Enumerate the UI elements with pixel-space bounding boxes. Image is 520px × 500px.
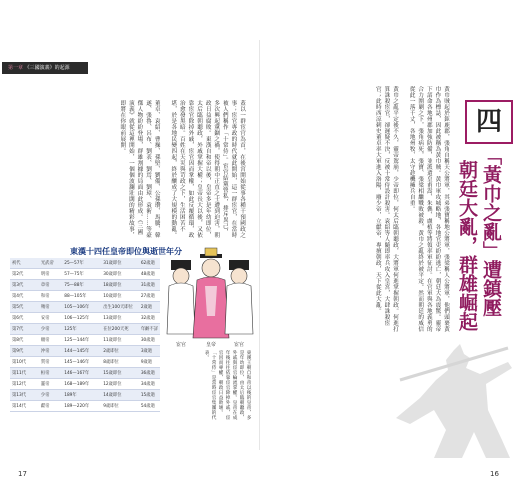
table-cell: 145—146年 bbox=[62, 357, 101, 368]
figure-label-1: 宦官 bbox=[175, 342, 187, 348]
table-cell: 2歲即位 bbox=[101, 346, 139, 357]
table-row bbox=[10, 335, 160, 346]
table-row bbox=[10, 302, 160, 313]
table-title: 東漢十四任皇帝即位與逝世年分 bbox=[70, 247, 182, 256]
table-cell: 和帝 bbox=[39, 291, 62, 302]
table-cell: 146—167年 bbox=[62, 368, 101, 379]
right-body-text: 黃巾賊起於鉅鹿郡，張角自稱天公將軍，其弟張寶稱地公將軍，張梁稱人公將軍，他們頭裹黃巾作為標誌，因此被稱為黃巾賊。黃巾軍攻城略地，各地官吏紛紛逃亡，朝廷大為震驚。靈帝下詔命各地州郡加強防備，並派遣皇甫嵩、朱儁、盧植等將領率軍征討。在官軍與各地義勇的合力圍剿之下，張角病死，張寶、張梁相繼戰敗被殺，黃巾之亂終於被平定。然而朝廷的威信從此一落千丈，各地州牧、太守趁機擁兵自重。 黃巾之亂平定後不久，靈帝駕崩，少帝即位，何太后臨朝聽政，大將軍何進掌握朝政。何進打算誅殺宦官，卻遲疑不決，反被十常侍設計殺害。袁紹等人隨即率兵攻入皇宮，大肆誅殺宦官；此時西涼刺史董卓率大軍進入洛陽，廢少帝，立獻帝，專擅朝政，天下從此大亂。 bbox=[374, 86, 449, 332]
table-cell: 質帝 bbox=[39, 357, 62, 368]
table-row bbox=[10, 324, 160, 335]
table-cell: 27歲逝 bbox=[139, 291, 160, 302]
table-cell: 靈帝 bbox=[39, 379, 62, 390]
page-number-left: 17 bbox=[18, 470, 27, 478]
chapter-tab bbox=[2, 62, 88, 74]
section-number-badge: 四 bbox=[465, 100, 513, 144]
table-cell: 34歲逝 bbox=[139, 379, 160, 390]
table-cell: 3歲逝 bbox=[139, 346, 160, 357]
table-cell: 9歲即位 bbox=[101, 401, 139, 412]
table-row bbox=[10, 258, 160, 269]
table-row bbox=[10, 346, 160, 357]
table-cell: 順帝 bbox=[39, 335, 62, 346]
table-row bbox=[10, 313, 160, 324]
table-cell: 48歲逝 bbox=[139, 269, 160, 280]
right-body-paragraph-2: 黃巾之亂平定後不久，靈帝駕崩，少帝即位，何太后臨朝聽政，大將軍何進掌握朝政。何進打算誅殺宦官，卻遲疑不決，反被十常侍設計殺害。袁紹等人隨即率兵攻入皇宮，大肆誅殺宦官；此時西涼刺史董卓率大軍進入洛陽，廢少帝，立獻帝，專擅朝政，天下從此大亂。 bbox=[374, 86, 399, 332]
table-row bbox=[10, 280, 160, 291]
left-body-paragraph-2: 董卓、袁紹、曹操、孫堅、劉備、公孫瓚、馬騰、韓遂、張魯、呂布、劉表、劉焉、劉璋、袁術……等豪傑人物紛紛登場，群雄割據的局面由此形成。《三國演義》就從這裡開始，一個個波瀾壯闊的精彩故事，即將在你眼前展開。 bbox=[119, 100, 160, 238]
table-cell: 第11代 bbox=[10, 368, 39, 379]
table-cell: 15歲即位 bbox=[101, 368, 139, 379]
table-cell: 62歲逝 bbox=[139, 258, 160, 269]
table-cell: 18歲即位 bbox=[101, 280, 139, 291]
table-cell: 第2代 bbox=[10, 269, 39, 280]
table-cell: 30歲逝 bbox=[139, 335, 160, 346]
table-cell: 2歲逝 bbox=[139, 302, 160, 313]
table-row bbox=[10, 357, 160, 368]
table-cell: 106—125年 bbox=[62, 313, 101, 324]
eunuch-figure-right bbox=[225, 260, 253, 334]
table-cell: 25—57年 bbox=[62, 258, 101, 269]
table-row bbox=[10, 291, 160, 302]
table-cell: 14歲即位 bbox=[101, 390, 139, 401]
table-cell: 75—88年 bbox=[62, 280, 101, 291]
eunuch-figure-left bbox=[167, 260, 195, 334]
table-cell: 桓帝 bbox=[39, 368, 62, 379]
table-cell: 第12代 bbox=[10, 379, 39, 390]
warrior-silhouette-illustration bbox=[390, 340, 518, 460]
table-cell: 9歲逝 bbox=[139, 357, 160, 368]
figure-label-3: 宦官 bbox=[233, 342, 245, 348]
table-cell: 30歲即位 bbox=[101, 269, 139, 280]
section-title-line-2: 朝廷大亂，群雄崛起 bbox=[456, 160, 478, 331]
table-row bbox=[10, 390, 160, 401]
table-cell: 125年 bbox=[62, 324, 101, 335]
table-cell: 光武帝 bbox=[39, 258, 62, 269]
table-cell: 出生100天即位 bbox=[101, 302, 139, 313]
table-cell: 第13代 bbox=[10, 390, 39, 401]
table-row bbox=[10, 379, 160, 390]
table-cell: 10歲即位 bbox=[101, 291, 139, 302]
emperor-figure bbox=[193, 248, 229, 338]
table-cell: 11歲即位 bbox=[101, 335, 139, 346]
chapter-tab-prefix: 第一章 bbox=[8, 65, 24, 71]
table-cell: 57—75年 bbox=[62, 269, 101, 280]
table-cell: 獻帝 bbox=[39, 401, 62, 412]
table-cell: 明帝 bbox=[39, 269, 62, 280]
table-cell: 安帝 bbox=[39, 313, 62, 324]
table-cell: 125—144年 bbox=[62, 335, 101, 346]
table-row bbox=[10, 401, 160, 412]
table-cell: 31歲逝 bbox=[139, 280, 160, 291]
table-cell: 189年 bbox=[62, 390, 101, 401]
table-cell: 105—106年 bbox=[62, 302, 101, 313]
table-cell: 年齡不詳 bbox=[139, 324, 160, 335]
illustration-caption: 東漢王朝自和帝以後的皇帝，多是年幼即位，由太后臨朝聽政，外戚與宦官輪流掌權。皇帝在成年後往往依靠宦官除掉外戚，宦官因而專權，朝政日益敗壞。「十常侍」是當時宦官集團的代表。 bbox=[204, 350, 251, 420]
table-cell: 第3代 bbox=[10, 280, 39, 291]
table-cell: 第14代 bbox=[10, 401, 39, 412]
table-cell: 88—105年 bbox=[62, 291, 101, 302]
page-number-right: 16 bbox=[490, 470, 499, 478]
section-title-line-1: 「黃巾之亂」遭鎮壓 bbox=[480, 146, 502, 317]
table-cell: 168—189年 bbox=[62, 379, 101, 390]
eunuch-emperor-illustration bbox=[165, 246, 255, 351]
table-row bbox=[10, 269, 160, 280]
table-cell: 在位200天死 bbox=[101, 324, 139, 335]
table-cell: 13歲即位 bbox=[101, 313, 139, 324]
table-cell: 第4代 bbox=[10, 291, 39, 302]
table-cell: 少帝 bbox=[39, 390, 62, 401]
table-cell: 第5代 bbox=[10, 302, 39, 313]
chapter-tab-title: 《三國演義》的起源 bbox=[24, 65, 70, 71]
table-cell: 章帝 bbox=[39, 280, 62, 291]
table-cell: 初代 bbox=[10, 258, 39, 269]
table-cell: 第8代 bbox=[10, 335, 39, 346]
emperor-table bbox=[10, 258, 160, 412]
table-cell: 第6代 bbox=[10, 313, 39, 324]
table-cell: 54歲逝 bbox=[139, 401, 160, 412]
table-cell: 31歲即位 bbox=[101, 258, 139, 269]
table-cell: 第10代 bbox=[10, 357, 39, 368]
table-cell: 8歲即位 bbox=[101, 357, 139, 368]
table-cell: 第7代 bbox=[10, 324, 39, 335]
table-cell: 12歲即位 bbox=[101, 379, 139, 390]
figure-label-2: 皇帝 bbox=[205, 342, 217, 348]
table-cell: 15歲逝 bbox=[139, 390, 160, 401]
left-body-text: 蓋以一群宦官為首，在後宮開始從事各種干預國政之事；宦官專政的時代就此開始，這一群宦官，在當時被人們稱作「十常侍」。宦官結黨營私，排斥異己，多次興起黨錮之禍，使得朝中正直之士遭到迫害，朝政日益腐敗。東漢自和帝以後，皇帝多是年幼即位，太后臨朝聽政，外戚掌握大權；皇帝長大以後，又依靠宦官除掉外戚，宦官因而掌權，如此反覆循環，政治愈發黑暗。百姓在天災與苛政之下，生活困苦不堪，於是各地民變四起，終於釀成了大規模的動亂。 董卓、袁紹、曹操、孫堅、劉備、公孫瓚、馬騰、韓遂、張魯、呂布、劉表、劉焉、劉璋、袁術……等豪傑人物紛紛登場，群雄割據的局面由此形成。《三國演義》就從這裡開始，一個個波瀾壯闊的精彩故事，即將在你眼前展開。 bbox=[119, 100, 245, 238]
table-cell: 少帝 bbox=[39, 324, 62, 335]
table-cell: 沖帝 bbox=[39, 346, 62, 357]
table-cell: 32歲逝 bbox=[139, 313, 160, 324]
table-cell: 殤帝 bbox=[39, 302, 62, 313]
table-row bbox=[10, 368, 160, 379]
table-cell: 第9代 bbox=[10, 346, 39, 357]
table-cell: 144—145年 bbox=[62, 346, 101, 357]
table-cell: 189—220年 bbox=[62, 401, 101, 412]
table-cell: 36歲逝 bbox=[139, 368, 160, 379]
